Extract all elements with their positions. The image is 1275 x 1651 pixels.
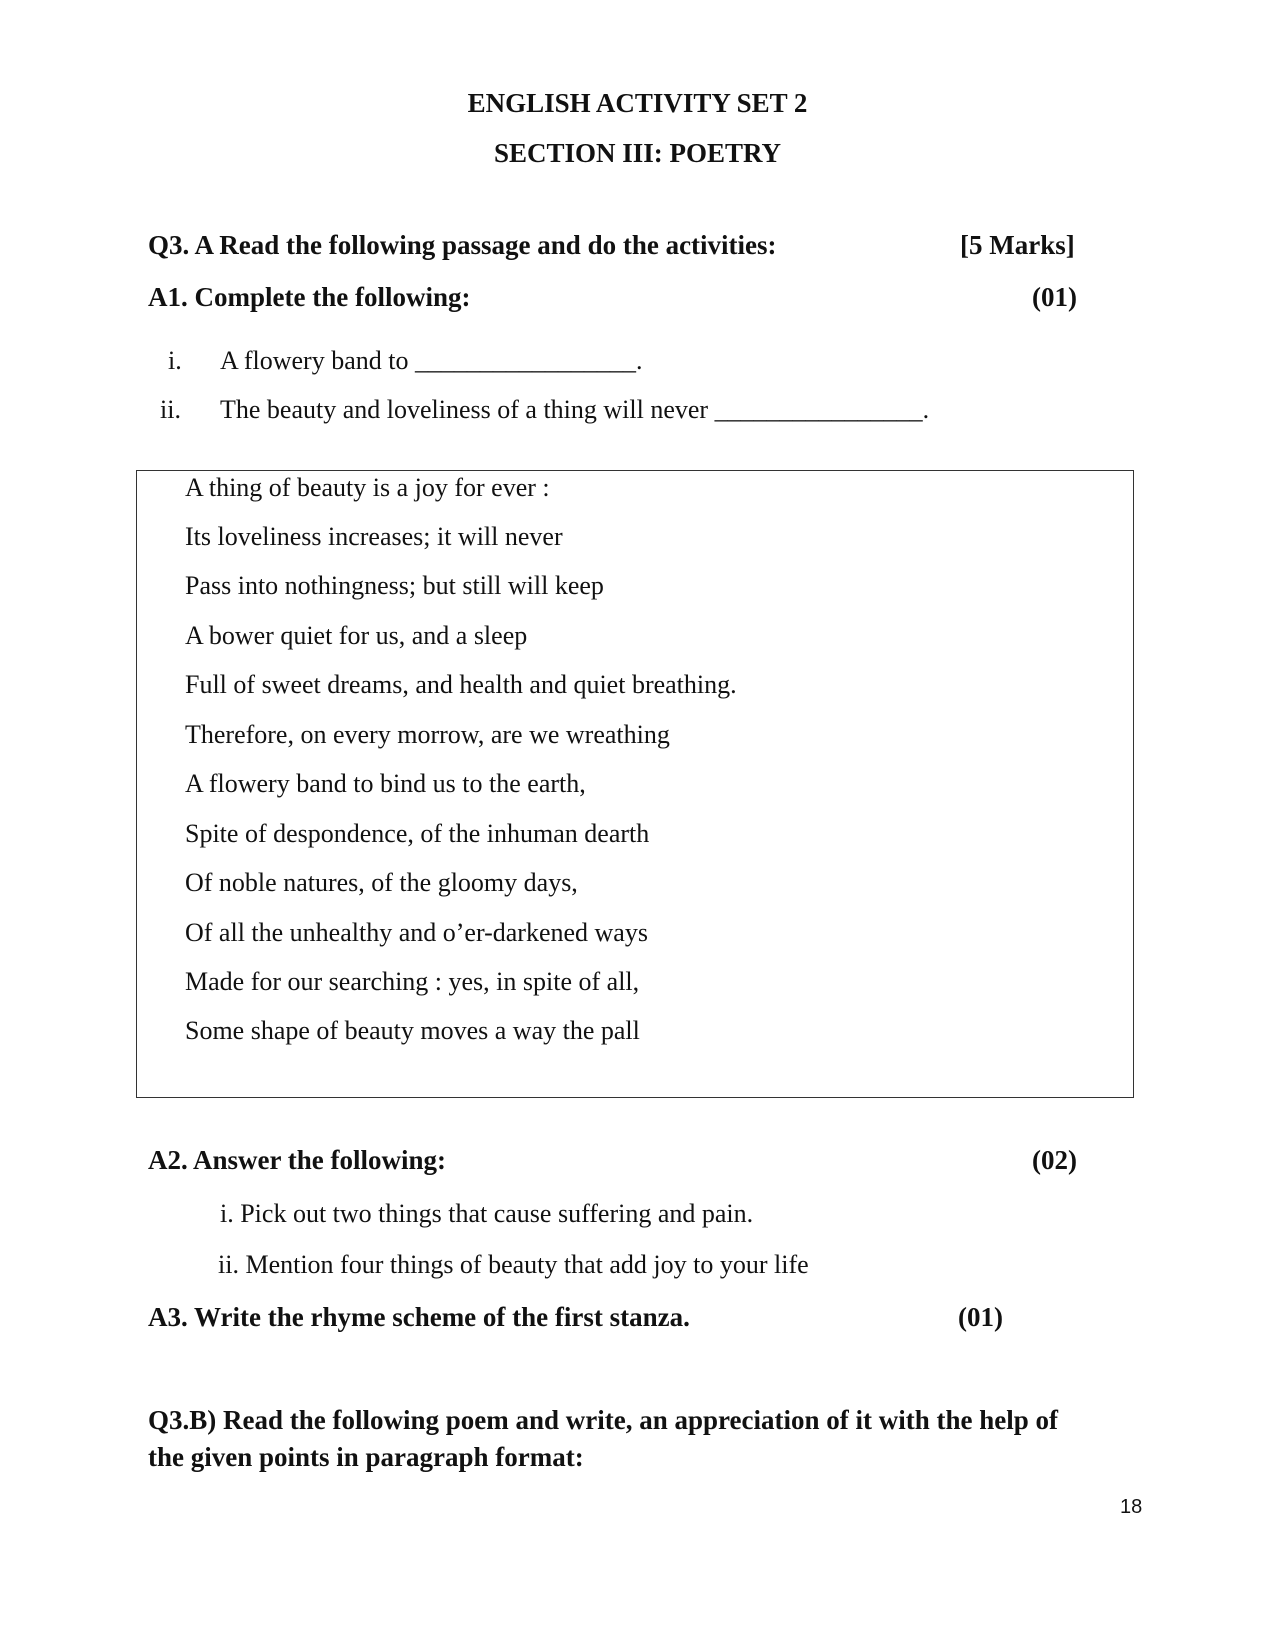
q3a-instruction: Q3. A Read the following passage and do the activities: — [148, 230, 777, 260]
a2-marks: (02) — [1032, 1145, 1077, 1175]
a2-item-2: ii. Mention four things of beauty that add joy to your life — [218, 1250, 809, 1279]
q3a-marks: [5 Marks] — [960, 230, 1075, 260]
q3b-instruction-line-1: Q3.B) Read the following poem and write, an appreciation of it with the help of — [148, 1405, 1058, 1435]
poem-line: Made for our searching : yes, in spite of all, — [185, 967, 640, 996]
a1-item-1-text: A flowery band to _________________. — [220, 346, 643, 375]
a2-heading: A2. Answer the following: — [148, 1145, 447, 1175]
poem-line: Its loveliness increases; it will never — [185, 522, 563, 551]
a1-item-2-text: The beauty and loveliness of a thing will never ________________. — [220, 395, 930, 424]
poem-line: Full of sweet dreams, and health and quiet breathing. — [185, 670, 737, 699]
a1-item-1-number: i. — [168, 346, 182, 375]
poem-box — [136, 470, 1134, 1098]
poem-line: Some shape of beauty moves a way the pall — [185, 1016, 640, 1045]
poem-line: A flowery band to bind us to the earth, — [185, 769, 586, 798]
poem-line: Pass into nothingness; but still will keep — [185, 571, 604, 600]
document-title: ENGLISH ACTIVITY SET 2 — [467, 88, 808, 118]
a1-heading: A1. Complete the following: — [148, 282, 471, 312]
a3-heading: A3. Write the rhyme scheme of the first stanza. — [148, 1302, 690, 1332]
poem-line: A bower quiet for us, and a sleep — [185, 621, 528, 650]
poem-line: Spite of despondence, of the inhuman dearth — [185, 819, 650, 848]
a3-marks: (01) — [958, 1302, 1003, 1332]
poem-line: Therefore, on every morrow, are we wreathing — [185, 720, 670, 749]
page-number: 18 — [1120, 1496, 1143, 1518]
a2-item-1: i. Pick out two things that cause suffering and pain. — [220, 1199, 754, 1228]
a1-item-2-number: ii. — [160, 395, 181, 424]
section-title: SECTION III: POETRY — [493, 138, 782, 168]
a1-marks: (01) — [1032, 282, 1077, 312]
poem-line: Of all the unhealthy and o’er-darkened ways — [185, 918, 648, 947]
poem-line: A thing of beauty is a joy for ever : — [185, 473, 550, 502]
poem-line: Of noble natures, of the gloomy days, — [185, 868, 578, 897]
q3b-instruction-line-2: the given points in paragraph format: — [148, 1442, 584, 1472]
